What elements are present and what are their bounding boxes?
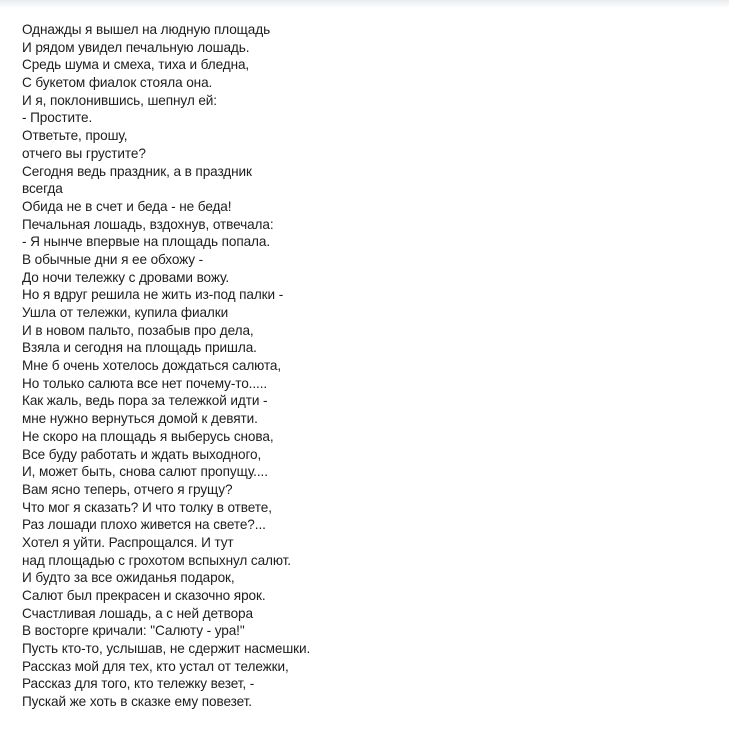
poem-line: Вам ясно теперь, отчего я грущу? (22, 481, 233, 497)
poem-line: - Я нынче впервые на площадь попала. (22, 234, 271, 250)
poem-line: Но только салюта все нет почему-то..... (22, 375, 268, 391)
poem-line: И будто за все ожиданья подарок, (22, 570, 235, 586)
poem-line: Рассказ мой для тех, кто устал от тележки, (22, 658, 289, 674)
poem-line: В восторге кричали: "Салюту - ура!" (22, 623, 245, 639)
poem-line: И рядом увидел печальную лошадь. (22, 39, 250, 55)
poem-line: Пусть кто-то, услышав, не сдержит насмешки. (22, 641, 311, 657)
poem-line: Как жаль, ведь пора за тележкой идти - (22, 393, 268, 409)
poem-line: всегда (22, 181, 63, 197)
poem-line: над площадью с грохотом вспыхнул салют. (22, 552, 291, 568)
top-divider (0, 0, 729, 8)
poem-line: Сегодня ведь праздник, а в праздник (22, 163, 252, 179)
poem-line: Все буду работать и ждать выходного, (22, 446, 262, 462)
poem-text (22, 21, 310, 711)
poem-line: И в новом пальто, позабыв про дела, (22, 322, 254, 338)
poem-line: С букетом фиалок стояла она. (22, 75, 213, 91)
poem-line: Мне б очень хотелось дождаться салюта, (22, 358, 282, 374)
poem-line: В обычные дни я ее обхожу - (22, 251, 204, 267)
poem-line: отчего вы грустите? (22, 145, 146, 161)
poem-line: Что мог я сказать? И что толку в ответе, (22, 499, 272, 515)
poem-line: - Простите. (22, 110, 93, 126)
poem-line: Счастливая лошадь, а с ней детвора (22, 605, 253, 621)
poem-line: Печальная лошадь, вздохнув, отвечала: (22, 216, 274, 232)
poem-line: Хотел я уйти. Распрощался. И тут (22, 534, 234, 550)
poem-line: Обида не в счет и беда - не беда! (22, 198, 232, 214)
poem-line: И я, поклонившись, шепнул ей: (22, 92, 217, 108)
poem-line: Ответьте, прошу, (22, 128, 128, 144)
poem-line: Раз лошади плохо живется на свете?... (22, 517, 266, 533)
poem-line: Пускай же хоть в сказке ему повезет. (22, 694, 252, 710)
poem-line: Однажды я вышел на людную площадь (22, 22, 271, 37)
poem-line: И, может быть, снова салют пропущу.... (22, 464, 268, 480)
poem-line: Салют был прекрасен и сказочно ярок. (22, 588, 266, 603)
poem-line: Средь шума и смеха, тиха и бледна, (22, 57, 250, 73)
poem-line: Взяла и сегодня на площадь пришла. (22, 340, 257, 356)
poem-line: Ушла от тележки, купила фиалки (22, 305, 229, 320)
poem-line: Рассказ для того, кто тележку везет, - (22, 676, 255, 692)
poem-line: Не скоро на площадь я выберусь снова, (22, 428, 274, 444)
poem-line: До ночи тележку с дровами вожу. (22, 269, 230, 285)
poem-line: мне нужно вернуться домой к девяти. (22, 411, 258, 427)
poem-line: Но я вдруг решила не жить из-под палки - (22, 287, 284, 303)
